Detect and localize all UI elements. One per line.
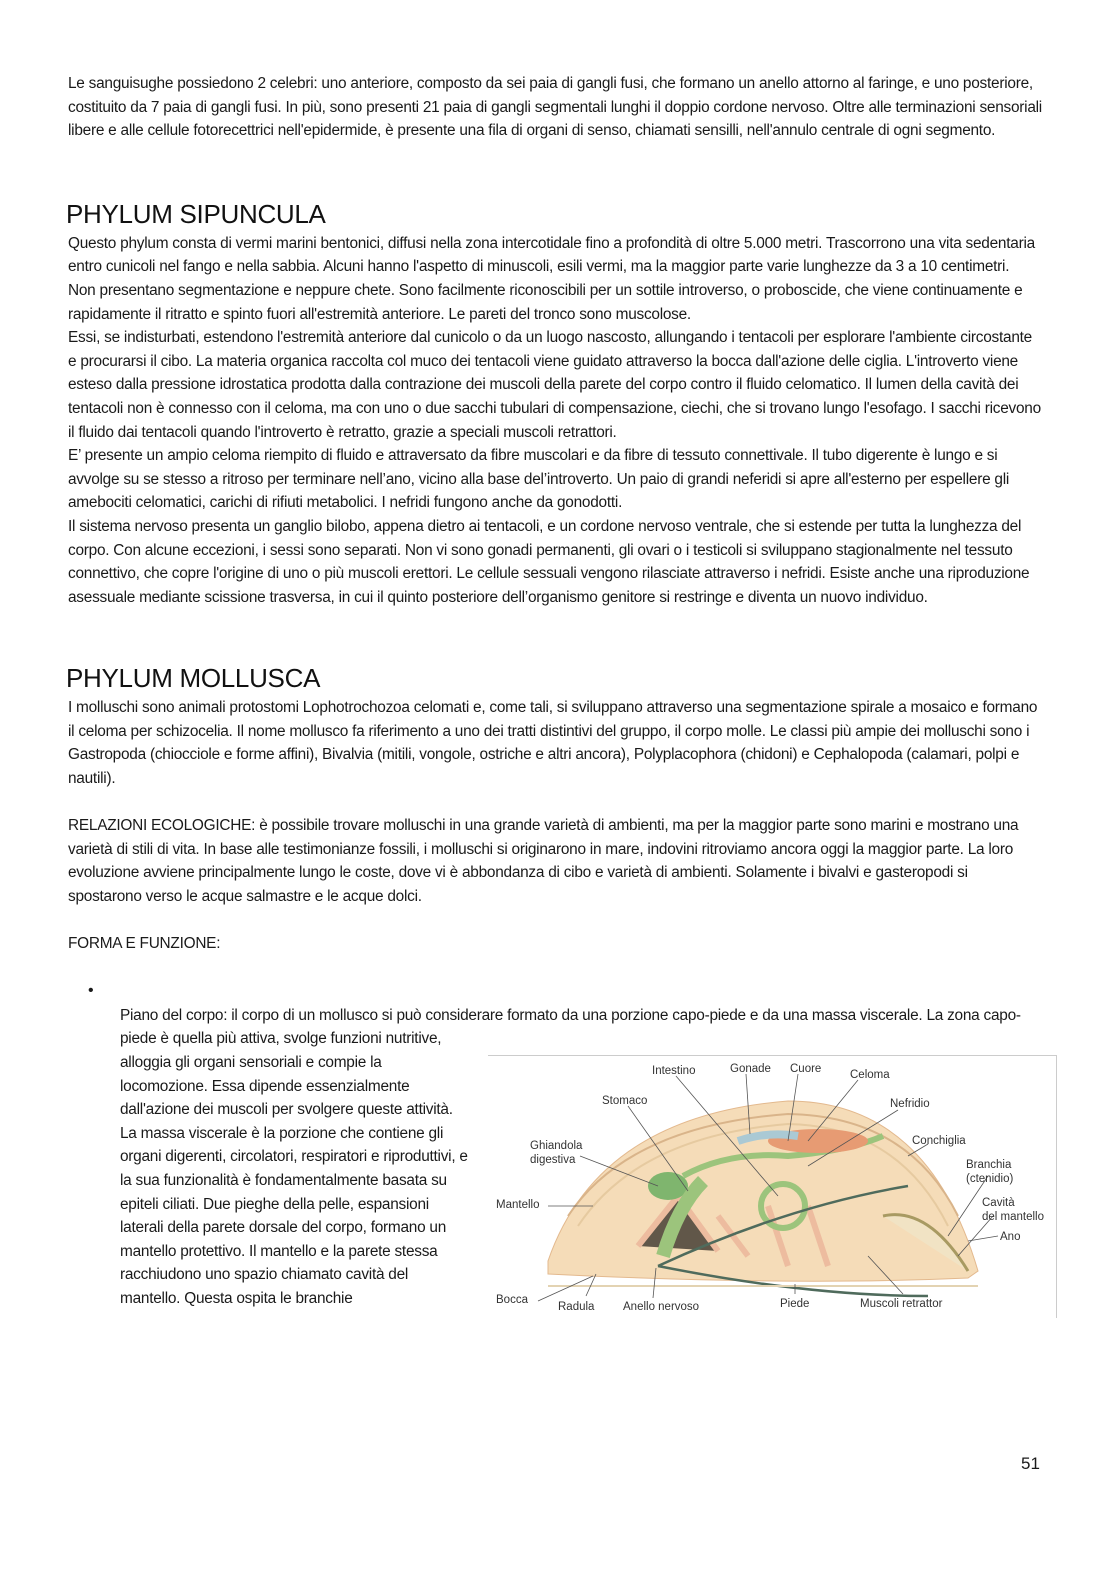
label-cuore: Cuore — [790, 1062, 822, 1075]
mollusca-intro: I molluschi sono animali protostomi Lophotrochozoa celomati e, come tali, si sviluppano attraverso una segmentazione spirale a mosaico e formano il celoma per schizocelia. Il nome mollusco fa riferimento a uno dei tratti distintivi del gruppo, il corpo molle. Le classi più ampie dei molluschi sono i Gastropoda (chiocciole e forme affini), Bivalvia (mitili, vongole, ostriche e altri ancora), Polyplacophora (chidoni) e Cephalopoda (calamari, polpi e nautili). — [68, 699, 1038, 788]
label-nefridio: Nefridio — [890, 1097, 930, 1110]
label-muscoli-retrattori: Muscoli retrattor — [860, 1297, 943, 1310]
form-heading: FORMA E FUNZIONE: — [68, 935, 221, 953]
label-stomaco: Stomaco — [602, 1094, 648, 1107]
intro-paragraph: Le sanguisughe possiedono 2 celebri: uno anteriore, composto da sei paia di gangli fusi, che formano un anello attorno al faringe, e uno posteriore, costituito da 7 paia di gangli fusi. In più, sono presenti 21 paia di gangli segmentali lunghi il doppio cordone nervoso. Oltre alle terminazioni sensoriali libere e alle cellule fotorecettrici nell'epidermide, è presente una fila di organi di senso, chiamati sensilli, nell'annulo centrale di ogni segmento. — [68, 75, 1042, 140]
mollusc-anatomy-figure — [488, 1055, 1057, 1318]
sipuncula-paragraph: Questo phylum consta di vermi marini bentonici, diffusi nella zona intercotidale fino a profondità di oltre 5.000 metri. Trascorrono una vita sedentaria entro cunicoli nel fango e nella sabbia. Alcuni hanno l'aspetto di minuscoli, esili vermi, ma la maggior parte varie lunghezze da 3 a 10 centimetri. — [68, 234, 1035, 276]
heading-mollusca: PHYLUM MOLLUSCA — [66, 663, 321, 694]
label-celoma: Celoma — [850, 1068, 890, 1081]
mollusc-body-illustration — [548, 1101, 978, 1296]
sipuncula-paragraph: Il sistema nervoso presenta un ganglio bilobo, appena dietro ai tentacoli, e un cordone nervoso ventrale, che si estende per tutta la lunghezza del corpo. Con alcune eccezioni, i sessi sono separati. Non vi sono gonadi permanenti, gli ovari o i testicoli si sviluppano stagionalmente nel tessuto connettivo, che copre l'origine di uno o più muscoli erettori. Le cellule sessuali vengono rilasciate attraverso i nefridi. Esiste anche una riproduzione asessuale mediante scissione trasversa, in cui il quinto posteriore dell’organismo genitore si restringe e diventa un nuovo individuo. — [68, 517, 1030, 606]
heading-sipuncula: PHYLUM SIPUNCULA — [66, 198, 326, 229]
label-radula: Radula — [558, 1300, 595, 1313]
label-ghiandola: Ghiandola — [530, 1139, 583, 1152]
label-branchia: Branchia — [966, 1158, 1012, 1171]
ecology-paragraph: RELAZIONI ECOLOGICHE: è possibile trovare molluschi in una grande varietà di ambienti, ma per la maggior parte sono marini e mostrano una varietà di stili di vita. In base alle testimonianze fossili, i molluschi si originarono in mare, indovini ritroviamo ancora oggi la maggior parte. La loro evoluzione avviene principalmente lungo le coste, dove vi è abbondanza di cibo e varietà di ambienti. Solamente i bivalvi e gasteropodi si spostarono verso le acque salmastre e le acque dolci. — [68, 817, 1019, 906]
label-piede: Piede — [780, 1297, 810, 1310]
sipuncula-paragraph: E’ presente un ampio celoma riempito di fluido e attraversato da fibre muscolari e da fibre di tessuto connettivale. Il tubo digerente è lungo e si avvolge su se stesso a ritroso per terminare nell’ano, vicino alla base del’introverto. Un paio di grandi neferidi si apre all'esterno per espellere gli amebociti celomatici, carichi di rifiuti metabolici. I nefridi fungono anche da gonodotti. — [68, 447, 1010, 512]
label-mantello: Mantello — [496, 1198, 540, 1211]
label-del-mantello: del mantello — [982, 1210, 1045, 1223]
bullet-marker: • — [88, 981, 94, 999]
label-intestino: Intestino — [652, 1064, 696, 1077]
label-anello-nervoso: Anello nervoso — [623, 1300, 700, 1313]
bullet-item — [68, 981, 1045, 1313]
page-number: 51 — [1021, 1454, 1040, 1473]
label-gonade: Gonade — [730, 1062, 771, 1075]
label-ano: Ano — [1000, 1230, 1021, 1243]
label-cavita: Cavità — [982, 1196, 1015, 1209]
label-ctenidio: (ctenidio) — [966, 1172, 1014, 1185]
sipuncula-paragraph: Essi, se indisturbati, estendono l'estremità anteriore dal cunicolo o da un luogo nascosto, allungando i tentacoli per esplorare l'ambiente circostante e procurarsi il cibo. La materia organica raccolta col muco dei tentacoli viene guidato attraverso la bocca dall'azione delle ciglia. L'introverto viene esteso dalla pressione idrostatica prodotta dalla contrazione dei muscoli della parete del corpo contro il fluido celomatico. Il lumen della cavità dei tentacoli non è connesso con il celoma, ma con uno o due sacchi tubulari di compensazione, ciechi, che si trovano lungo l'esofago. I sacchi ricevono il fluido dai tentacoli quando l'introverto è retratto, grazie a speciali muscoli retrattori. — [68, 329, 1041, 441]
sipuncula-paragraph: Non presentano segmentazione e neppure chete. Sono facilmente riconoscibili per un sottile introverso, o proboscide, che viene continuamente e rapidamente il ritratto e spinto fuori all'estremità anteriore. Le pareti del tronco sono muscolose. — [68, 281, 1023, 323]
label-digestiva: digestiva — [530, 1153, 576, 1166]
bullet-text: Piano del corpo: il corpo di un mollusco si può considerare formato da una porzione capo-piede e da una massa viscerale. La zona capo-piede è quella più attiva, svolge funzioni nutritive, alloggia gli organi sensoriali e compie la locomozione. Essa dipende essenzialmente dall'azione dei muscoli per svolgere queste attività. La massa viscerale è la porzione che contiene gli organi digerenti, circolatori, respiratori e riproduttivi, e la sua funzionalità è fondamentalmente basata su epiteli ciliati. Due pieghe della pelle, espansioni laterali della parete dorsale del corpo, formano un mantello protettivo. Il mantello e la parete stessa racchiudono uno spazio chiamato cavità del mantello. Questa ospita le branchie — [120, 1006, 1021, 1307]
document-page — [68, 72, 1043, 1318]
label-bocca: Bocca — [496, 1293, 528, 1306]
label-conchiglia: Conchiglia — [912, 1134, 966, 1147]
